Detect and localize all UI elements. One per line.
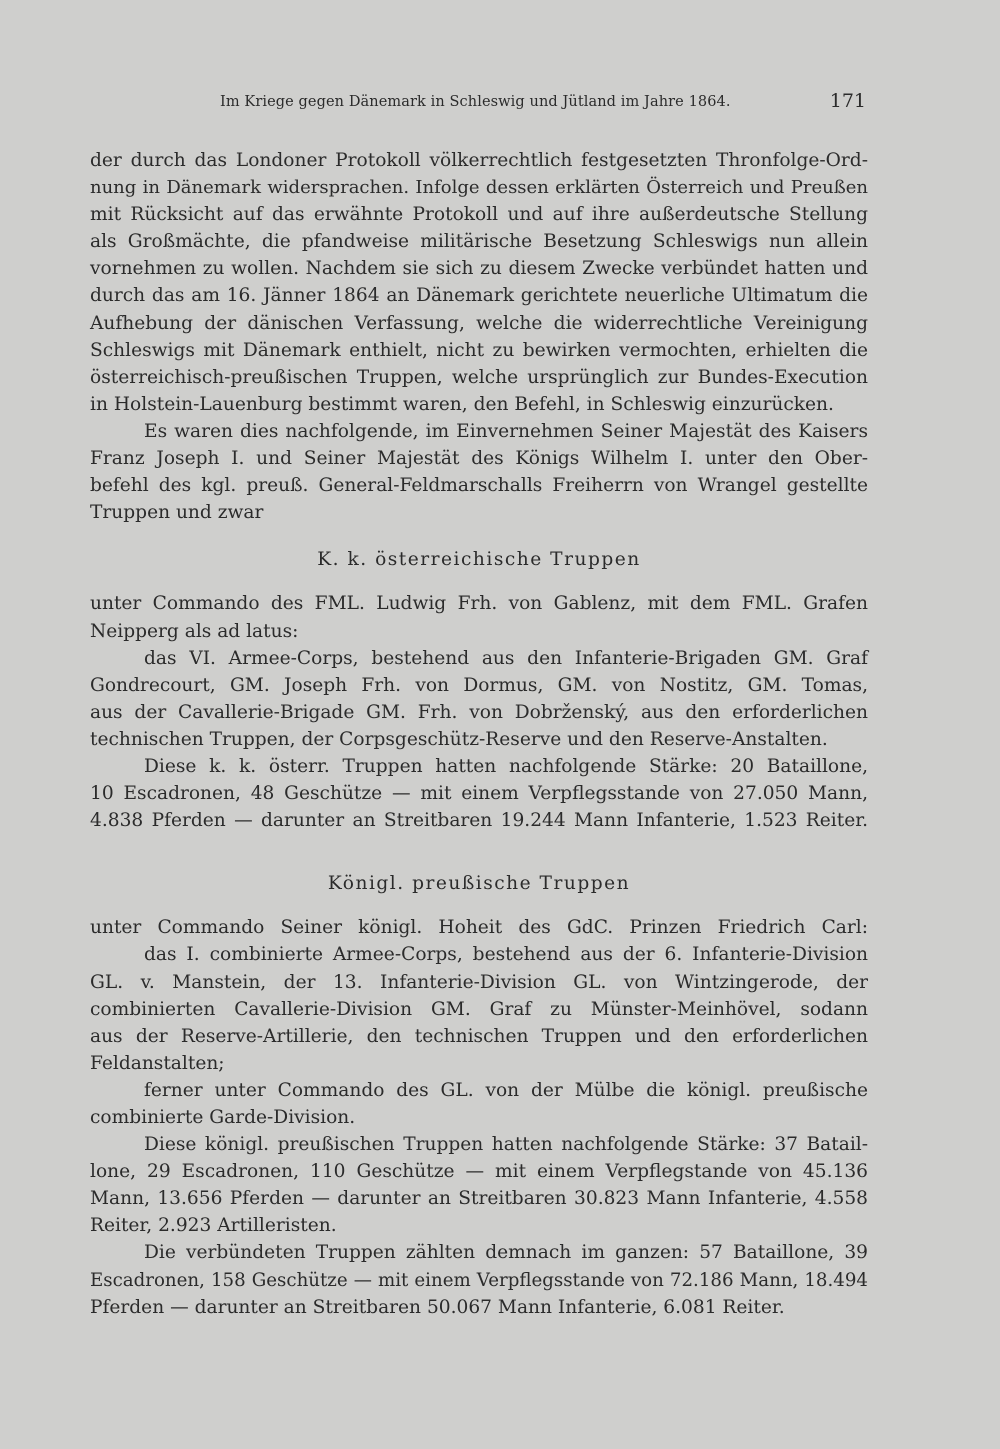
text-line: 10 Escadronen, 48 Geschütze — mit einem Verpflegsstande von 27.050 Mann, [90,783,868,805]
text-line: unter Commando des FML. Ludwig Frh. von Gablenz, mit dem FML. Grafen [90,593,868,615]
text-line: Es waren dies nachfolgende, im Einvernehmen Seiner Majestät des Kaisers [144,420,868,442]
text-line: befehl des kgl. preuß. General-Feldmarschalls Freiherrn von Wrangel gestellte [90,475,868,497]
text-line: Reiter, 2.923 Artilleristen. [90,1215,337,1237]
text-line: österreichisch-preußischen Truppen, welche ursprünglich zur Bundes-Execution [90,366,868,388]
text-line: Aufhebung der dänischen Verfassung, welche die widerrechtliche Vereinigung [90,312,868,334]
text-line: Schleswigs mit Dänemark enthielt, nicht zu bewirken vermochten, erhielten die [90,339,868,361]
running-head: Im Kriege gegen Dänemark in Schleswig und Jütland im Jahre 1864. [220,94,731,110]
text-line: lone, 29 Escadronen, 110 Geschütze — mit einem Verpflegstande von 45.136 [90,1161,868,1183]
text-line: GL. v. Manstein, der 13. Infanterie-Division GL. von Wintzingerode, der [90,971,868,993]
text-line: Neipperg als ad latus: [90,620,299,642]
text-line: aus der Reserve-Artillerie, den technischen Truppen und den erforderlichen [90,1025,868,1047]
text-line: combinierte Garde-Division. [90,1107,356,1128]
text-line: mit Rücksicht auf das erwähnte Protokoll und auf ihre außerdeutsche Stellung [90,204,868,226]
section-heading-austria: K. k. österreichische Truppen [317,549,641,571]
text-line: Franz Joseph I. und Seiner Majestät des Königs Wilhelm I. unter den Ober- [90,448,868,470]
text-line: Die verbündeten Truppen zählten demnach im ganzen: 57 Bataillone, 39 [144,1242,868,1264]
text-line: das VI. Armee-Corps, bestehend aus den Infanterie-Brigaden GM. Graf [144,647,868,669]
text-line: durch das am 16. Jänner 1864 an Dänemark gerichtete neuerliche Ultimatum die [90,285,868,307]
text-line: vornehmen zu wollen. Nachdem sie sich zu diesem Zwecke verbündet hatten und [90,258,868,280]
paragraph-austria-corps [90,645,868,753]
text-line: Escadronen, 158 Geschütze — mit einem Verpflegsstande von 72.186 Mann, 18.494 [90,1269,868,1291]
page-header [90,92,870,116]
paragraph-troops-intro [90,418,868,526]
section-heading-prussia: Königl. preußische Truppen [327,873,631,895]
text-line: nung in Dänemark widersprachen. Infolge dessen erklärten Österreich und Preußen [90,177,868,199]
paragraph-prussia-guard [90,1077,868,1131]
text-line: das I. combinierte Armee-Corps, bestehend aus der 6. Infanterie-Division [144,944,868,966]
text-line: der durch das Londoner Protokoll völkerrechtlich festgesetzten Thronfolge-Ord- [90,150,868,171]
text-line: als Großmächte, die pfandweise militärische Besetzung Schleswigs nun allein [90,231,868,253]
text-line: Truppen und zwar [90,502,264,524]
text-line: technischen Truppen, der Corpsgeschütz-Reserve und den Reserve-Anstalten. [90,728,828,750]
paragraph-prussia-command [90,914,868,941]
text-line: Diese königl. preußischen Truppen hatten nachfolgende Stärke: 37 Batail- [144,1134,868,1156]
paragraph-prussia-corps [90,941,868,1076]
text-line: Diese k. k. österr. Truppen hatten nachfolgende Stärke: 20 Bataillone, [144,755,868,777]
paragraph-allied-total [90,1239,868,1320]
page-number: 171 [829,90,866,112]
text-line: 4.838 Pferden — darunter an Streitbaren 19.244 Mann Infanterie, 1.523 Reiter. [90,810,868,832]
paragraph-austria-strength [90,753,868,834]
text-line: Mann, 13.656 Pferden — darunter an Streitbaren 30.823 Mann Infanterie, 4.558 [90,1188,868,1210]
paragraph-austria-command [90,590,868,644]
text-line: unter Commando Seiner königl. Hoheit des GdC. Prinzen Friedrich Carl: [90,917,868,939]
text-line: in Holstein-Lauenburg bestimmt waren, den Befehl, in Schleswig einzurücken. [90,393,834,415]
paragraph-treaty [90,147,868,418]
text-line: Pferden — darunter an Streitbaren 50.067 Mann Infanterie, 6.081 Reiter. [90,1296,785,1318]
body-text [90,147,868,1321]
text-line: Feldanstalten; [90,1052,225,1074]
paragraph-prussia-strength [90,1131,868,1239]
text-line: ferner unter Commando des GL. von der Mülbe die königl. preußische [144,1079,868,1101]
text-line: combinierten Cavallerie-Division GM. Graf zu Münster-Meinhövel, sodann [90,998,868,1020]
text-line: aus der Cavallerie-Brigade GM. Frh. von Dobrženský, aus den erforderlichen [90,701,868,723]
text-line: Gondrecourt, GM. Joseph Frh. von Dormus, GM. von Nostitz, GM. Tomas, [90,674,868,696]
